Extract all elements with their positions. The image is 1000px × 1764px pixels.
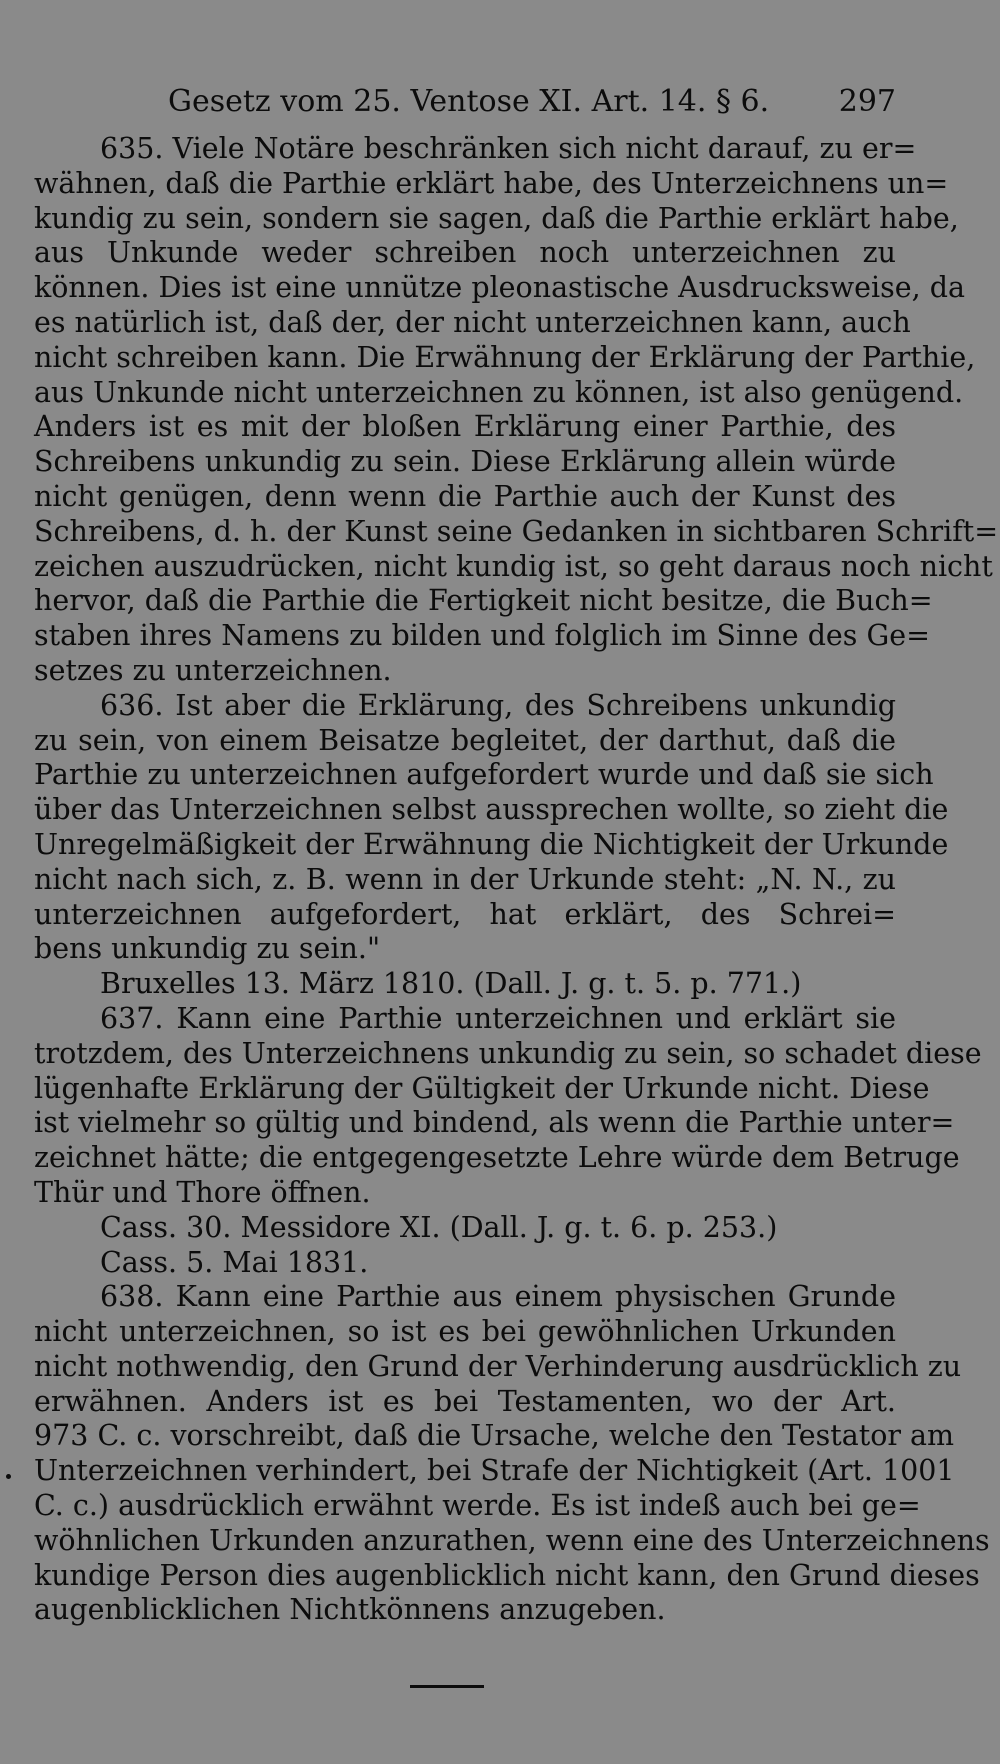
text-line: Unterzeichnen verhindert, bei Strafe der Nichtigkeit (Art. 1001 — [34, 1454, 955, 1488]
book-page — [34, 82, 999, 1628]
running-header — [34, 82, 896, 122]
text-line: Cass. 30. Messidore XI. (Dall. J. g. t. 6. p. 253.) — [100, 1210, 778, 1244]
text-line: zeichen auszudrücken, nicht kundig ist, so geht daraus noch nicht — [34, 549, 993, 583]
text-line: 638. Kann eine Parthie aus einem physischen Grunde — [100, 1280, 896, 1314]
text-line: setzes zu unterzeichnen. — [34, 653, 392, 687]
text-line: nicht schreiben kann. Die Erwähnung der Erklärung der Parthie, — [34, 340, 976, 374]
text-line: zeichnet hätte; die entgegengesetzte Lehre würde dem Betruge — [34, 1141, 960, 1175]
text-line: Bruxelles 13. März 1810. (Dall. J. g. t. 5. p. 771.) — [100, 967, 802, 1001]
text-line: staben ihres Namens zu bilden und folglich im Sinne des Ge= — [34, 619, 930, 653]
text-line: nicht nothwendig, den Grund der Verhinderung ausdrücklich zu — [34, 1349, 962, 1383]
text-line: 636. Ist aber die Erklärung, des Schreibens unkundig — [100, 688, 896, 722]
text-line: 973 C. c. vorschreibt, daß die Ursache, welche den Testator am — [34, 1419, 955, 1453]
text-line: hervor, daß die Parthie die Fertigkeit nicht besitze, die Buch= — [34, 584, 933, 618]
text-line: ist vielmehr so gültig und bindend, als wenn die Parthie unter= — [34, 1106, 955, 1140]
stray-ink-dot — [6, 1474, 11, 1479]
text-line: nicht nach sich, z. B. wenn in der Urkunde steht: „N. N., zu — [34, 862, 896, 896]
text-line: Cass. 5. Mai 1831. — [100, 1245, 369, 1279]
text-line: nicht unterzeichnen, so ist es bei gewöhnlichen Urkunden — [34, 1315, 896, 1349]
text-line: 635. Viele Notäre beschränken sich nicht darauf, zu er= — [100, 132, 917, 165]
text-line: Schreibens unkundig zu sein. Diese Erklärung allein würde — [34, 445, 896, 479]
text-line: 637. Kann eine Parthie unterzeichnen und erklärt sie — [100, 1001, 896, 1035]
text-line: zu sein, von einem Beisatze begleitet, der darthut, daß die — [34, 723, 896, 757]
text-line: Parthie zu unterzeichnen aufgefordert wurde und daß sie sich — [34, 758, 934, 792]
text-line: über das Unterzeichnen selbst aussprechen wollte, so zieht die — [34, 793, 949, 827]
running-header-title: Gesetz vom 25. Ventose XI. Art. 14. § 6. — [168, 84, 770, 119]
text-line: lügenhafte Erklärung der Gültigkeit der Urkunde nicht. Diese — [34, 1071, 930, 1105]
text-line: aus Unkunde weder schreiben noch unterzeichnen zu — [34, 236, 896, 270]
text-line: nicht genügen, denn wenn die Parthie auch der Kunst des — [34, 479, 896, 513]
page-number: 297 — [838, 84, 896, 119]
text-line: augenblicklichen Nichtkönnens anzugeben. — [34, 1593, 666, 1627]
text-line: aus Unkunde nicht unterzeichnen zu können, ist also genügend. — [34, 375, 964, 409]
text-line: Schreibens, d. h. der Kunst seine Gedanken in sichtbaren Schrift= — [34, 514, 999, 548]
text-line: Anders ist es mit der bloßen Erklärung einer Parthie, des — [34, 410, 896, 444]
text-line: Unregelmäßigkeit der Erwähnung die Nichtigkeit der Urkunde — [34, 827, 949, 861]
page-end-rule — [410, 1685, 484, 1688]
text-line: bens unkundig zu sein." — [34, 932, 381, 966]
text-line: kundig zu sein, sondern sie sagen, daß die Parthie erklärt habe, — [34, 201, 959, 235]
text-line: können. Dies ist eine unnütze pleonastische Ausdrucksweise, da — [34, 271, 965, 305]
text-line: erwähnen. Anders ist es bei Testamenten, wo der Art. — [34, 1384, 896, 1418]
text-line: kundige Person dies augenblicklich nicht kann, den Grund dieses — [34, 1558, 980, 1592]
text-line: wöhnlichen Urkunden anzurathen, wenn eine des Unterzeichnens — [34, 1523, 990, 1557]
text-line: Thür und Thore öffnen. — [34, 1175, 371, 1209]
text-line: unterzeichnen aufgefordert, hat erklärt, des Schrei= — [34, 897, 896, 931]
text-line: wähnen, daß die Parthie erklärt habe, des Unterzeichnens un= — [34, 166, 949, 200]
text-line: trotzdem, des Unterzeichnens unkundig zu sein, so schadet diese — [34, 1036, 982, 1070]
text-line: es natürlich ist, daß der, der nicht unterzeichnen kann, auch — [34, 305, 911, 339]
text-line: C. c.) ausdrücklich erwähnt werde. Es ist indeß auch bei ge= — [34, 1489, 921, 1523]
page-body-text — [34, 132, 999, 1628]
